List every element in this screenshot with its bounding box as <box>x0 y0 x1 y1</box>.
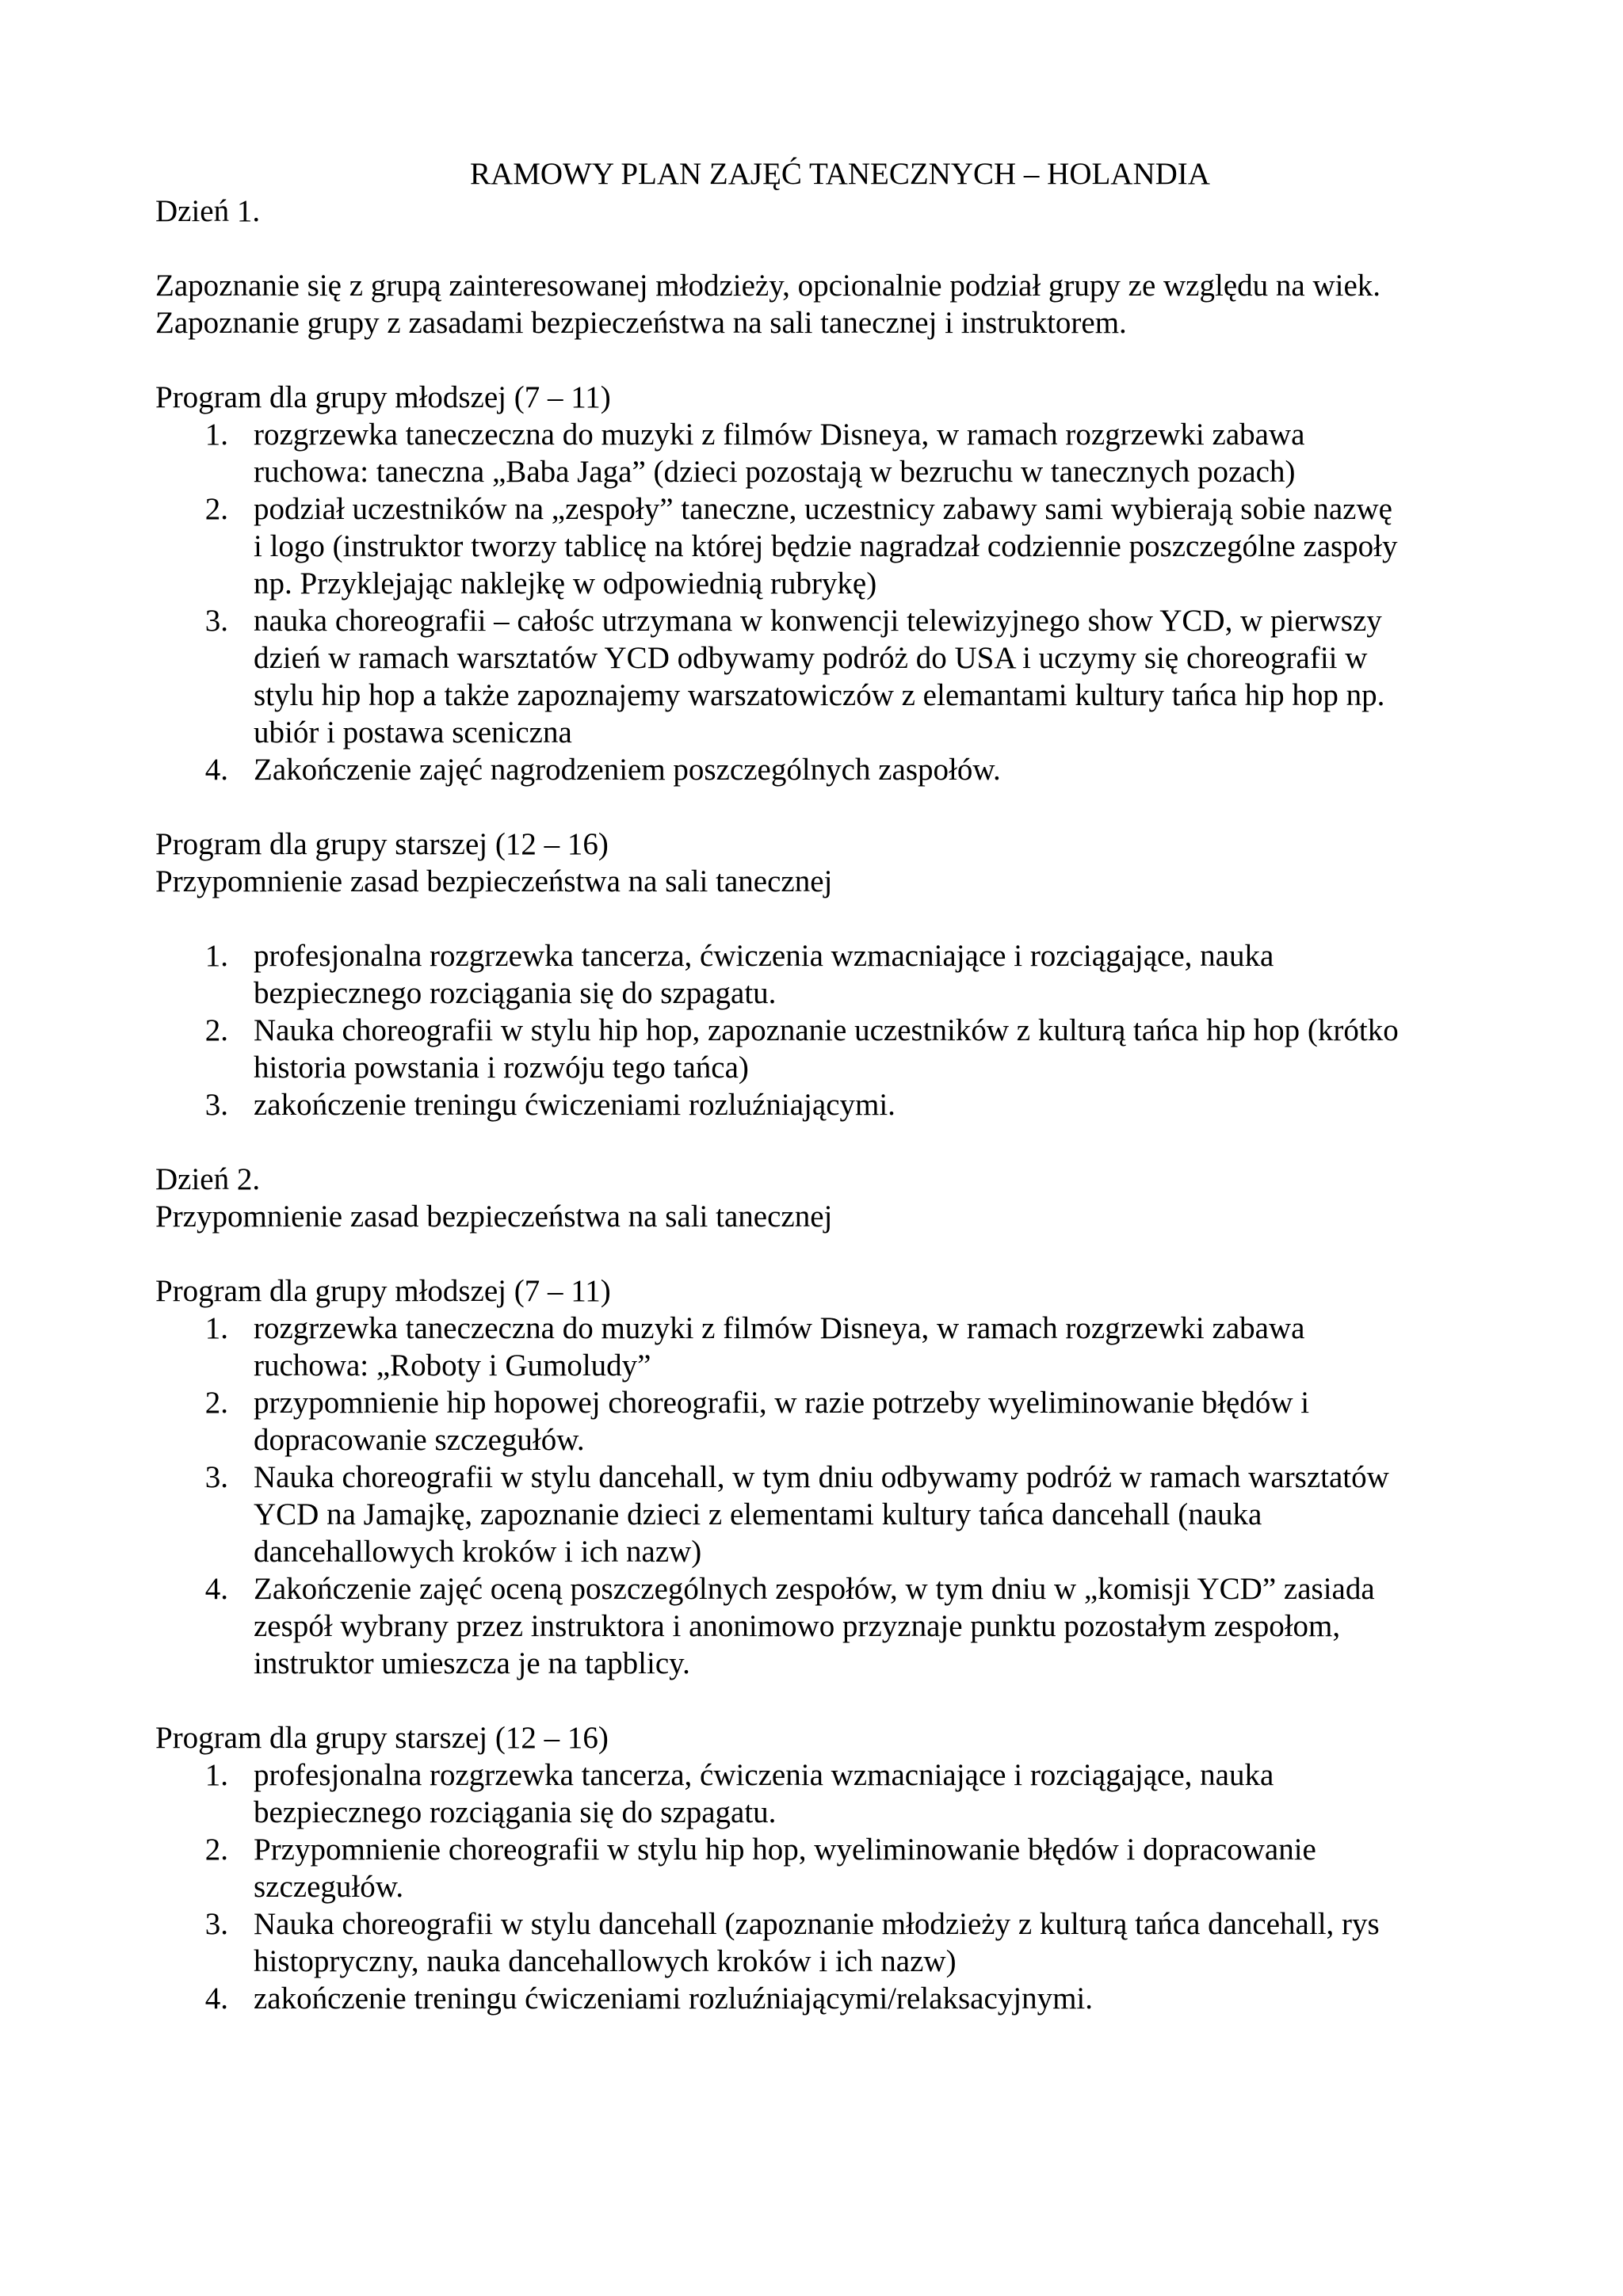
list-item <box>155 416 1487 490</box>
list-item-number: 3. <box>204 1907 228 1941</box>
list-item-number: 4. <box>204 1981 228 2016</box>
list-item-line: YCD na Jamajkę, zapoznanie dzieci z elementami kultury tańca dancehall (nauka <box>254 1497 1262 1531</box>
list-item-line: podział uczestników na „zespoły” taneczne, uczestnicy zabawy sami wybierają sobie nazwę <box>254 492 1392 526</box>
list-item-line: stylu hip hop a także zapoznajemy warszatowiczów z elemantami kultury tańca hip hop np. <box>254 678 1385 712</box>
day-1-old-group-note: Przypomnienie zasad bezpieczeństwa na sali tanecznej <box>155 864 833 898</box>
list-item-line: zespół wybrany przez instruktora i anonimowo przyznaje punktu pozostałym zespołom, <box>254 1609 1341 1643</box>
day-2-note: Przypomnienie zasad bezpieczeństwa na sali tanecznej <box>155 1199 833 1234</box>
list-item-line: Nauka choreografii w stylu dancehall, w tym dniu odbywamy podróż w ramach warsztatów <box>254 1460 1389 1494</box>
list-item-line: np. Przyklejając naklejkę w odpowiednią rubrykę) <box>254 566 877 601</box>
list-item-number: 3. <box>204 604 228 638</box>
list-item-number: 3. <box>204 1460 228 1494</box>
list-item-line: Nauka choreografii w stylu hip hop, zapoznanie uczestników z kulturą tańca hip hop (krótko <box>254 1013 1399 1047</box>
day-1-old-group-list <box>155 937 1487 1123</box>
list-item-number: 1. <box>204 1758 228 1792</box>
list-item <box>155 1980 1487 2017</box>
list-item <box>155 1905 1487 1980</box>
list-item-line: histopryczny, nauka dancehallowych kroków i ich nazw) <box>254 1944 957 1978</box>
list-item-line: profesjonalna rozgrzewka tancerza, ćwiczenia wzmacniające i rozciągające, nauka <box>254 1758 1274 1792</box>
day-1-heading: Dzień 1. <box>155 194 261 228</box>
list-item-line: rozgrzewka taneczeczna do muzyki z filmów Disneya, w ramach rozgrzewki zabawa <box>254 418 1305 452</box>
list-item-line: szczegułów. <box>254 1870 404 1904</box>
list-item <box>155 602 1487 751</box>
list-item-line: ubiór i postawa sceniczna <box>254 715 572 749</box>
list-item-number: 4. <box>204 1572 228 1606</box>
day-2-old-group-list <box>155 1756 1487 2017</box>
list-item-number: 2. <box>204 492 228 526</box>
list-item-line: ruchowa: taneczna „Baba Jaga” (dzieci pozostają w bezruchu w tanecznych pozach) <box>254 455 1296 489</box>
list-item-line: przypomnienie hip hopowej choreografii, w razie potrzeby wyeliminowanie błędów i <box>254 1386 1310 1420</box>
list-item-line: Zakończenie zajęć nagrodzeniem poszczególnych zaspołów. <box>254 753 1001 787</box>
list-item <box>155 1384 1487 1459</box>
list-item <box>155 1012 1487 1086</box>
list-item-line: dzień w ramach warsztatów YCD odbywamy podróż do USA i uczymy się choreografii w <box>254 641 1368 675</box>
day-1-old-group-heading: Program dla grupy starszej (12 – 16) <box>155 827 609 861</box>
list-item-number: 1. <box>204 1311 228 1345</box>
document-title: RAMOWY PLAN ZAJĘĆ TANECZNYCH – HOLANDIA <box>470 157 1210 191</box>
day-2-heading: Dzień 2. <box>155 1162 261 1196</box>
day-2-young-group-heading: Program dla grupy młodszej (7 – 11) <box>155 1274 611 1308</box>
list-item-line: ruchowa: „Roboty i Gumoludy” <box>254 1348 651 1383</box>
list-item-line: bezpiecznego rozciągania się do szpagatu. <box>254 1795 777 1829</box>
list-item-line: Przypomnienie choreografii w stylu hip hop, wyeliminowanie błędów i dopracowanie <box>254 1833 1316 1867</box>
list-item-number: 2. <box>204 1013 228 1047</box>
list-item <box>155 1756 1487 1831</box>
list-item-line: Nauka choreografii w stylu dancehall (zapoznanie młodzieży z kulturą tańca dancehall, rys <box>254 1907 1380 1941</box>
list-item-line: zakończenie treningu ćwiczeniami rozluźniającymi. <box>254 1088 896 1122</box>
list-item <box>155 1086 1487 1123</box>
list-item <box>155 490 1487 602</box>
list-item-line: bezpiecznego rozciągania się do szpagatu. <box>254 976 777 1010</box>
list-item-line: nauka choreografii – całośc utrzymana w konwencji telewizyjnego show YCD, w pierwszy <box>254 604 1382 638</box>
day-2-old-group-heading: Program dla grupy starszej (12 – 16) <box>155 1721 609 1755</box>
list-item <box>155 1459 1487 1570</box>
day-1-young-group-list <box>155 416 1487 788</box>
list-item-line: instruktor umieszcza je na tapblicy. <box>254 1646 690 1680</box>
list-item <box>155 1570 1487 1682</box>
list-item-number: 2. <box>204 1833 228 1867</box>
list-item-number: 4. <box>204 753 228 787</box>
list-item <box>155 1831 1487 1905</box>
list-item-line: Zakończenie zajęć oceną poszczególnych zespołów, w tym dniu w „komisji YCD” zasiada <box>254 1572 1375 1606</box>
list-item <box>155 1310 1487 1384</box>
list-item <box>155 937 1487 1012</box>
list-item-line: dancehallowych kroków i ich nazw) <box>254 1535 702 1569</box>
document-page <box>155 155 1487 2017</box>
list-item-line: rozgrzewka taneczeczna do muzyki z filmów Disneya, w ramach rozgrzewki zabawa <box>254 1311 1305 1345</box>
day-1-young-group-heading: Program dla grupy młodszej (7 – 11) <box>155 380 611 414</box>
list-item-line: profesjonalna rozgrzewka tancerza, ćwiczenia wzmacniające i rozciągające, nauka <box>254 939 1274 973</box>
list-item-line: i logo (instruktor tworzy tablicę na której będzie nagradzał codziennie poszczególne zaspoły <box>254 529 1398 563</box>
list-item <box>155 751 1487 788</box>
list-item-line: zakończenie treningu ćwiczeniami rozluźniającymi/relaksacyjnymi. <box>254 1981 1094 2016</box>
list-item-line: historia powstania i rozwóju tego tańca) <box>254 1051 749 1085</box>
list-item-number: 1. <box>204 418 228 452</box>
day-1-intro-line: Zapoznanie się z grupą zainteresowanej młodzieży, opcionalnie podział grupy ze względu na wiek. <box>155 269 1381 303</box>
list-item-line: dopracowanie szczegułów. <box>254 1423 585 1457</box>
day-2-young-group-list <box>155 1310 1487 1682</box>
day-1-intro-line: Zapoznanie grupy z zasadami bezpieczeństwa na sali tanecznej i instruktorem. <box>155 306 1127 340</box>
list-item-number: 1. <box>204 939 228 973</box>
list-item-number: 2. <box>204 1386 228 1420</box>
list-item-number: 3. <box>204 1088 228 1122</box>
